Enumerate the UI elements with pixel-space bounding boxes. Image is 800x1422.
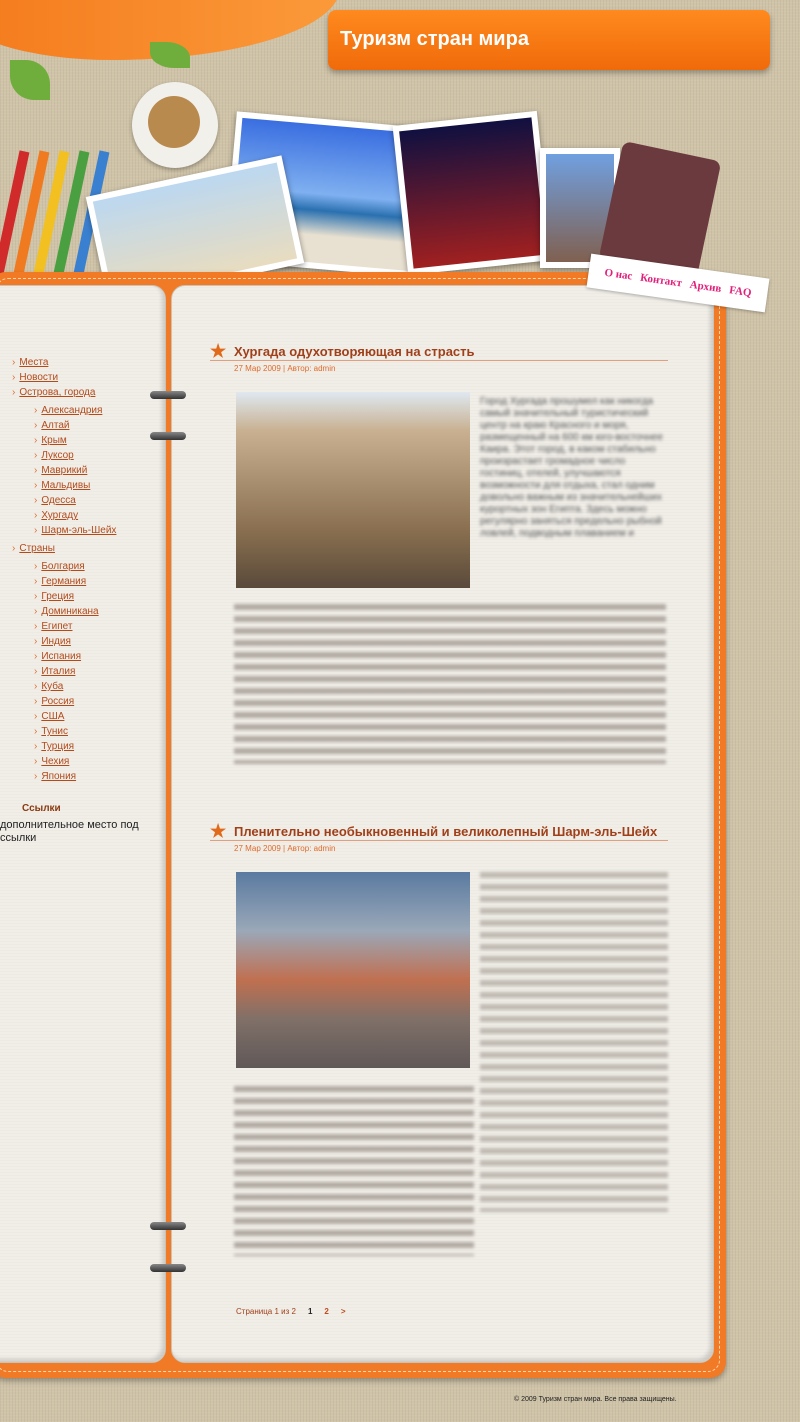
sidebar-link[interactable]: Острова, города bbox=[19, 387, 96, 398]
sidebar-item[interactable] bbox=[12, 604, 116, 619]
sidebar-link[interactable]: Германия bbox=[41, 576, 87, 587]
footer-copyright: © 2009 Туризм стран мира. Все права защищены. bbox=[514, 1396, 677, 1403]
pagination bbox=[236, 1307, 346, 1316]
sidebar-item[interactable] bbox=[12, 403, 116, 418]
sidebar-link[interactable]: Места bbox=[19, 357, 49, 368]
sidebar-link[interactable]: Тунис bbox=[41, 726, 68, 737]
post-excerpt: Город Хургада прошумел как никогда самый значительный туристический центр на краю Красного и моря, размещенный на 600 км юго-восточнее Каира. Этот город, в каком стабильно произрастает громадное число гостиниц, отелей, улучшаются возможности для отдыха, стал одним довольно важным из значительнейших курортных зон Египта. Здесь можно регулярно заняться предельно рыбной ловлей, подводным плаванием и bbox=[480, 396, 663, 539]
binder-ring bbox=[150, 1264, 186, 1272]
sidebar-link[interactable]: Египет bbox=[41, 621, 73, 632]
sidebar-item[interactable] bbox=[12, 370, 116, 385]
sidebar-item[interactable] bbox=[12, 754, 116, 769]
binder-ring bbox=[150, 432, 186, 440]
sidebar-item[interactable] bbox=[12, 463, 116, 478]
next-page[interactable]: > bbox=[340, 1307, 346, 1316]
sidebar-link[interactable]: Маврикий bbox=[41, 465, 88, 476]
sidebar-link[interactable]: Япония bbox=[41, 771, 77, 782]
sharm-palace-image bbox=[236, 872, 470, 1068]
sidebar-item[interactable] bbox=[12, 739, 116, 754]
sidebar-link[interactable]: Турция bbox=[41, 741, 75, 752]
sidebar-item[interactable] bbox=[12, 574, 116, 589]
sidebar-item[interactable] bbox=[12, 448, 116, 463]
sidebar-link[interactable]: Индия bbox=[41, 636, 71, 647]
nav-about[interactable]: О нас bbox=[603, 266, 634, 283]
sidebar-item[interactable] bbox=[12, 664, 116, 679]
sidebar-item[interactable] bbox=[12, 634, 116, 649]
sidebar-link[interactable]: Одесса bbox=[41, 495, 76, 506]
post-title[interactable]: Пленительно необыкновенный и великолепный Шарм-эль-Шейх bbox=[234, 824, 658, 839]
star-icon: ★ bbox=[210, 821, 227, 841]
binder-ring bbox=[150, 391, 186, 399]
sidebar-link[interactable]: Куба bbox=[41, 681, 64, 692]
sidebar-link[interactable]: Россия bbox=[41, 696, 75, 707]
sidebar-link[interactable]: Доминикана bbox=[41, 606, 99, 617]
sidebar-link[interactable]: Греция bbox=[41, 591, 75, 602]
page-label: Страница 1 из 2 bbox=[236, 1307, 296, 1316]
sidebar-item[interactable] bbox=[12, 619, 116, 634]
sidebar-item[interactable] bbox=[12, 589, 116, 604]
sidebar-item[interactable] bbox=[12, 694, 116, 709]
sidebar-item[interactable] bbox=[12, 478, 116, 493]
sidebar-item[interactable] bbox=[12, 649, 116, 664]
sidebar-link[interactable]: Болгария bbox=[41, 561, 85, 572]
post-body-blurred bbox=[234, 1086, 474, 1256]
leaf-decoration bbox=[10, 60, 50, 100]
post-body-blurred bbox=[234, 604, 666, 764]
sidebar-link[interactable]: Новости bbox=[19, 372, 59, 383]
sidebar-link[interactable]: Крым bbox=[41, 435, 67, 446]
sidebar-item[interactable] bbox=[12, 769, 116, 784]
binder-ring bbox=[150, 1222, 186, 1230]
sidebar-link[interactable]: Шарм-эль-Шейх bbox=[41, 525, 117, 536]
sidebar-link[interactable]: Хургаду bbox=[41, 510, 79, 521]
page-2[interactable]: 2 bbox=[324, 1307, 329, 1316]
header bbox=[0, 0, 800, 280]
sidebar-item[interactable] bbox=[12, 385, 116, 400]
sidebar-link[interactable]: Чехия bbox=[41, 756, 70, 767]
sidebar-item[interactable] bbox=[12, 709, 116, 724]
post-meta: 27 Мар 2009 | Автор: admin bbox=[234, 844, 336, 853]
sidebar-item[interactable] bbox=[12, 724, 116, 739]
nav-faq[interactable]: FAQ bbox=[728, 284, 753, 300]
sidebar-link[interactable]: Испания bbox=[41, 651, 82, 662]
sidebar-item[interactable] bbox=[12, 559, 116, 574]
sidebar-menu bbox=[12, 355, 116, 784]
post-meta: 27 Мар 2009 | Автор: admin bbox=[234, 364, 336, 373]
post-body-blurred bbox=[480, 872, 668, 1212]
post bbox=[210, 341, 668, 539]
sidebar-link[interactable]: Мальдивы bbox=[41, 480, 91, 491]
sidebar-link[interactable]: Италия bbox=[41, 666, 76, 677]
luxor-temple-image bbox=[236, 392, 470, 588]
sidebar-item[interactable] bbox=[12, 418, 116, 433]
sidebar-link[interactable]: Страны bbox=[19, 543, 55, 554]
post-title[interactable]: Хургада одухотворяющая на страсть bbox=[234, 344, 475, 359]
sidebar-item[interactable] bbox=[12, 541, 116, 556]
sidebar-item[interactable] bbox=[12, 355, 116, 370]
sidebar-item[interactable] bbox=[12, 508, 116, 523]
post bbox=[210, 821, 668, 853]
sidebar-item[interactable] bbox=[12, 493, 116, 508]
sidebar-link[interactable]: США bbox=[41, 711, 65, 722]
page-1[interactable]: 1 bbox=[307, 1307, 313, 1316]
nav-contact[interactable]: Контакт bbox=[639, 271, 683, 290]
links-placeholder: дополнительное место под ссылки bbox=[0, 819, 139, 844]
moscow-photo bbox=[393, 111, 553, 275]
sidebar-link[interactable]: Александрия bbox=[41, 405, 103, 416]
sidebar-item[interactable] bbox=[12, 679, 116, 694]
star-icon: ★ bbox=[210, 341, 227, 361]
site-title[interactable]: Туризм стран мира bbox=[340, 28, 529, 50]
site-title-bar[interactable] bbox=[328, 10, 770, 70]
nav-archive[interactable]: Архив bbox=[688, 278, 723, 296]
sidebar-link[interactable]: Луксор bbox=[41, 450, 74, 461]
links-heading: Ссылки bbox=[22, 803, 61, 814]
sidebar-item[interactable] bbox=[12, 523, 116, 538]
rss-coffee-cup-icon[interactable] bbox=[132, 82, 218, 168]
sidebar-link[interactable]: Алтай bbox=[41, 420, 70, 431]
sidebar-item[interactable] bbox=[12, 433, 116, 448]
